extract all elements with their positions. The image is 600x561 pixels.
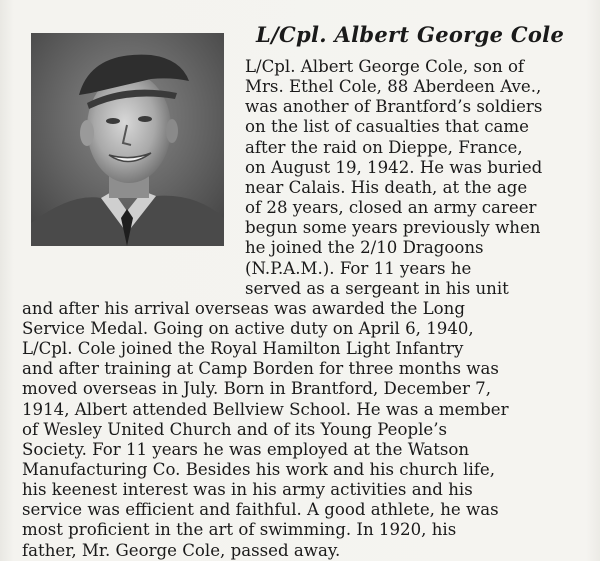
body-line: L/Cpl. Cole joined the Royal Hamilton Light Infantry [22,339,464,359]
body-line: most proficient in the art of swimming. In 1920, his [22,520,457,540]
body-line: Service Medal. Going on active duty on April 6, 1940, [22,318,474,338]
body-line: on August 19, 1942. He was buried [245,157,543,177]
body-line: Mrs. Ethel Cole, 88 Aberdeen Ave., [245,77,542,97]
body-line: near Calais. His death, at the age [245,177,528,197]
body-line: of Wesley United Church and of its Young People’s [22,419,448,439]
body-line: of 28 years, closed an army career [245,198,537,218]
body-line: (N.P.A.M.). For 11 years he [245,258,472,278]
body-line: 1914, Albert attended Bellview School. He was a member [22,399,509,419]
body-line: on the list of casualties that came [245,117,529,137]
soldier-portrait-photo [31,33,224,246]
body-line: service was efficient and faithful. A good athlete, he was [22,500,499,520]
body-line: Manufacturing Co. Besides his work and his church life, [22,460,495,479]
body-line: his keenest interest was in his army activities and his [22,480,473,500]
obituary-heading: L/Cpl. Albert George Cole [256,22,565,47]
body-line: and after training at Camp Borden for three months was [22,359,499,379]
body-line: and after his arrival overseas was awarded the Long [22,298,465,318]
body-line: after the raid on Dieppe, France, [245,137,523,157]
body-line: served as a sergeant in his unit [245,278,509,298]
body-line: L/Cpl. Albert George Cole, son of [245,57,525,76]
body-line: he joined the 2/10 Dragoons [245,238,484,258]
portrait-image [31,33,224,246]
body-line: Society. For 11 years he was employed at the Watson [22,439,470,459]
body-line: father, Mr. George Cole, passed away. [22,540,341,560]
body-line: begun some years previously when [245,218,541,238]
body-line: was another of Brantford’s soldiers [245,97,543,117]
body-line: moved overseas in July. Born in Brantford, December 7, [22,379,491,399]
